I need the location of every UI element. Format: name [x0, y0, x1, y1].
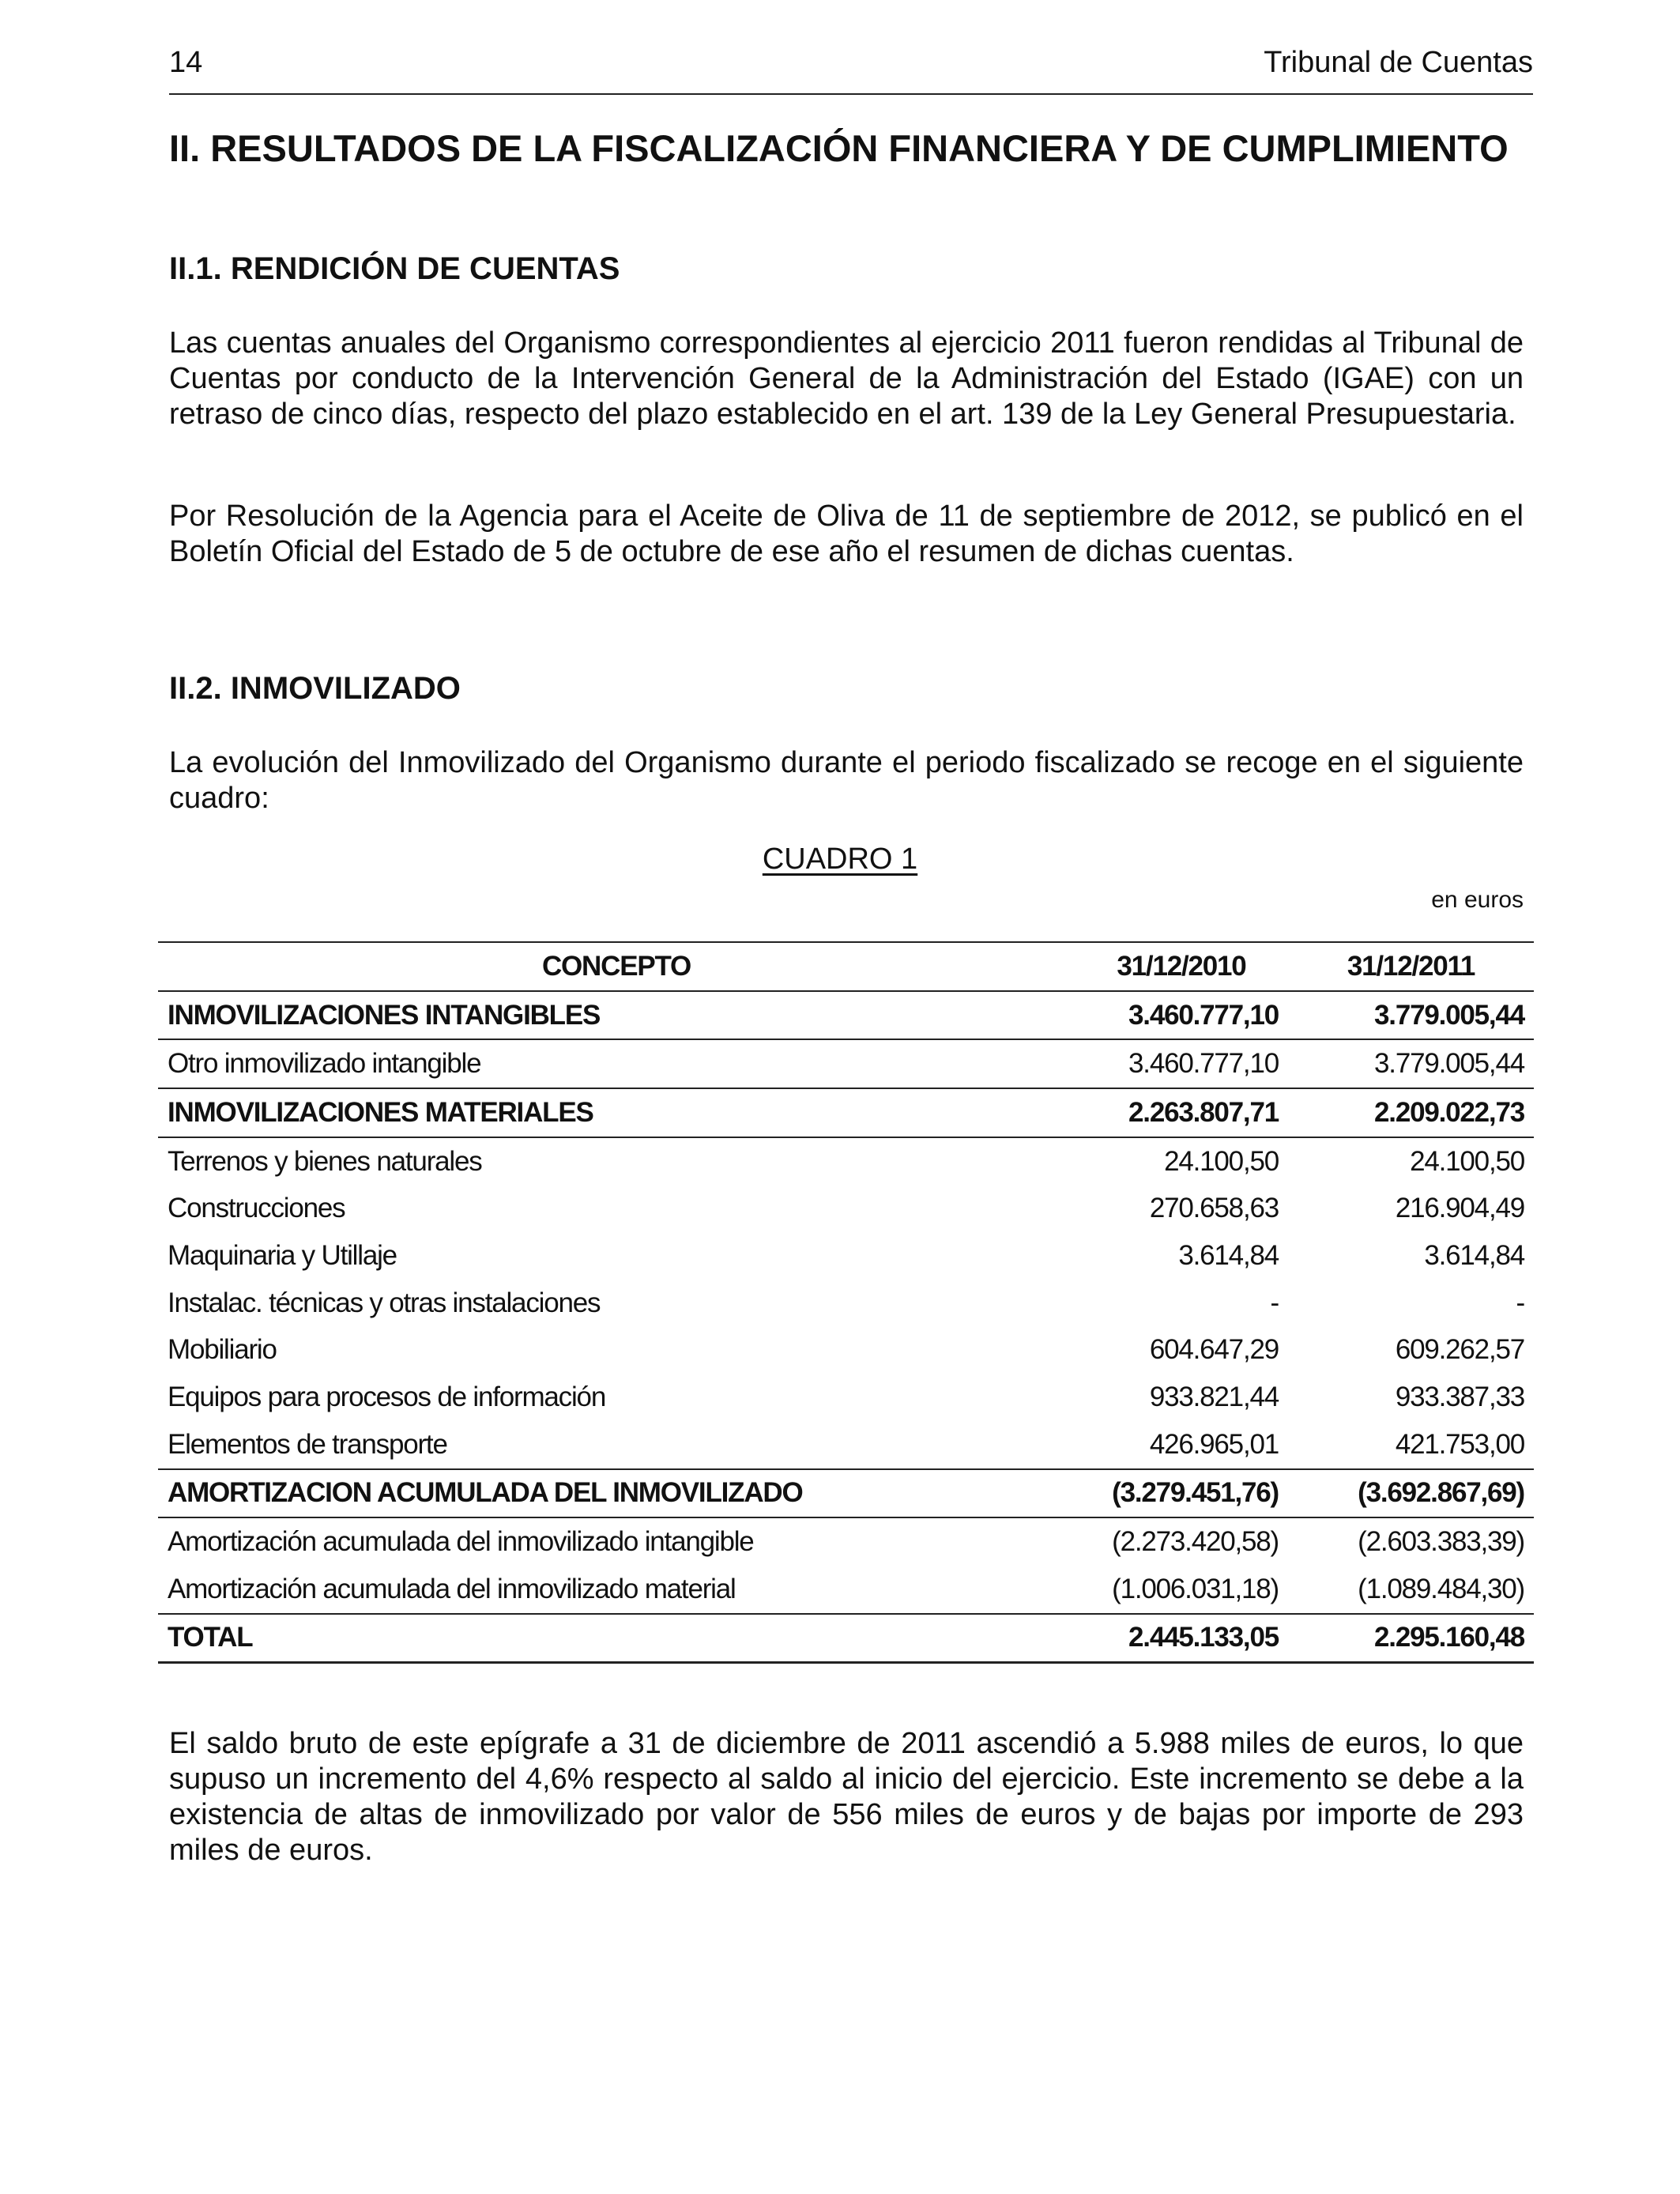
row-value-2010: -: [1270, 1287, 1279, 1318]
row-value-2011: (1.089.484,30): [1288, 1566, 1534, 1614]
row-value-2010: 426.965,01: [1075, 1421, 1288, 1469]
table-row: [158, 1517, 1534, 1566]
table-row: [158, 1327, 1534, 1374]
subsection-title-inmovilizado: II.2. INMOVILIZADO: [169, 671, 461, 706]
row-value-2010: 3.460.777,10: [1075, 1039, 1288, 1088]
row-value-2011: 421.753,00: [1288, 1421, 1534, 1469]
row-value-2011: 3.779.005,44: [1288, 991, 1534, 1040]
row-value-2011: 2.295.160,48: [1288, 1614, 1534, 1663]
row-value-2011: (2.603.383,39): [1358, 1526, 1524, 1558]
table-row: [158, 1088, 1534, 1137]
table-row: [158, 1232, 1534, 1280]
row-concept: Elementos de transporte: [158, 1421, 1075, 1469]
row-value-2011: 933.387,33: [1395, 1382, 1524, 1413]
col-header-2011: 31/12/2011: [1288, 942, 1534, 991]
row-value-2011: 24.100,50: [1410, 1145, 1524, 1177]
row-concept: INMOVILIZACIONES MATERIALES: [158, 1088, 1075, 1137]
row-value-2010: (3.279.451,76): [1075, 1469, 1288, 1518]
row-value-2010: 933.821,44: [1149, 1382, 1279, 1413]
row-value-2010: (2.273.420,58): [1112, 1526, 1279, 1558]
subsection-title-rendicion: II.1. RENDICIÓN DE CUENTAS: [169, 251, 620, 286]
table-total-row: [158, 1614, 1534, 1663]
row-value-2010: 270.658,63: [1149, 1193, 1279, 1224]
table-row: [158, 1421, 1534, 1469]
paragraph-rendicion-1: Las cuentas anuales del Organismo correspondientes al ejercicio 2011 fueron rendidas al Tribunal de Cuentas por conducto de la Intervención General de la Administración del Estado (IGAE) con un retraso de cinco días, respecto del plazo establecido en el art. 139 de la Ley General Presupuestaria.: [169, 326, 1524, 431]
table-row: [158, 1137, 1534, 1186]
row-value-2010: (1.006.031,18): [1075, 1566, 1288, 1614]
row-concept: INMOVILIZACIONES INTANGIBLES: [158, 991, 1075, 1040]
running-title: Tribunal de Cuentas: [1264, 46, 1533, 79]
table-row: [158, 1039, 1534, 1088]
row-value-2011: 216.904,49: [1395, 1193, 1524, 1224]
table-header-row: [158, 942, 1534, 991]
row-concept: AMORTIZACION ACUMULADA DEL INMOVILIZADO: [158, 1469, 1075, 1518]
row-value-2010: 2.263.807,71: [1075, 1088, 1288, 1137]
row-value-2010: 3.460.777,10: [1075, 991, 1288, 1040]
row-concept: Mobiliario: [168, 1334, 277, 1366]
paragraph-saldo-bruto: El saldo bruto de este epígrafe a 31 de diciembre de 2011 ascendió a 5.988 miles de euros, lo que supuso un incremento del 4,6% respecto al saldo al inicio del ejercicio. Este incremento se debe a la existencia de altas de inmovilizado por valor de 556 miles de euros y de bajas por importe de 293 miles de euros.: [169, 1727, 1524, 1867]
row-value-2010: 2.445.133,05: [1075, 1614, 1288, 1663]
page-number: 14: [169, 46, 203, 79]
row-value-2010: 604.647,29: [1149, 1334, 1279, 1366]
col-header-2010: 31/12/2010: [1075, 942, 1288, 991]
table-units: en euros: [1431, 887, 1524, 913]
row-concept: Equipos para procesos de información: [168, 1382, 606, 1413]
row-concept: Construcciones: [168, 1193, 345, 1224]
row-concept: Otro inmovilizado intangible: [158, 1039, 1075, 1088]
paragraph-inmovilizado-intro: La evolución del Inmovilizado del Organismo durante el periodo fiscalizado se recoge en el siguiente cuadro:: [169, 746, 1524, 815]
row-concept: TOTAL: [158, 1614, 1075, 1663]
page-header: [169, 46, 1533, 95]
table-caption: [0, 843, 1680, 876]
row-value-2010: 24.100,50: [1164, 1145, 1279, 1177]
row-concept: Instalac. técnicas y otras instalaciones: [168, 1287, 601, 1318]
row-value-2011: 3.779.005,44: [1288, 1039, 1534, 1088]
col-header-concepto: CONCEPTO: [158, 942, 1075, 991]
row-concept: Amortización acumulada del inmovilizado material: [158, 1566, 1075, 1614]
inmovilizado-table: [158, 941, 1534, 1664]
table-row: [158, 1280, 1534, 1327]
row-value-2011: 2.209.022,73: [1288, 1088, 1534, 1137]
row-value-2011: 3.614,84: [1424, 1239, 1524, 1271]
row-value-2010: 3.614,84: [1178, 1239, 1279, 1271]
row-value-2011: -: [1516, 1287, 1524, 1318]
section-title: II. RESULTADOS DE LA FISCALIZACIÓN FINANCIERA Y DE CUMPLIMIENTO: [169, 127, 1509, 169]
table-row: [158, 991, 1534, 1040]
table-caption-text: CUADRO 1: [762, 843, 918, 876]
table-row: [158, 1566, 1534, 1614]
row-value-2011: (3.692.867,69): [1288, 1469, 1534, 1518]
row-concept: Terrenos y bienes naturales: [168, 1145, 482, 1177]
row-concept: Maquinaria y Utillaje: [168, 1239, 397, 1271]
row-concept: Amortización acumulada del inmovilizado intangible: [168, 1526, 754, 1558]
paragraph-rendicion-2: Por Resolución de la Agencia para el Aceite de Oliva de 11 de septiembre de 2012, se publicó en el Boletín Oficial del Estado de 5 de octubre de ese año el resumen de dichas cuentas.: [169, 499, 1524, 568]
table-row: [158, 1185, 1534, 1232]
table-row: [158, 1469, 1534, 1518]
row-value-2011: 609.262,57: [1395, 1334, 1524, 1366]
table-row: [158, 1374, 1534, 1421]
